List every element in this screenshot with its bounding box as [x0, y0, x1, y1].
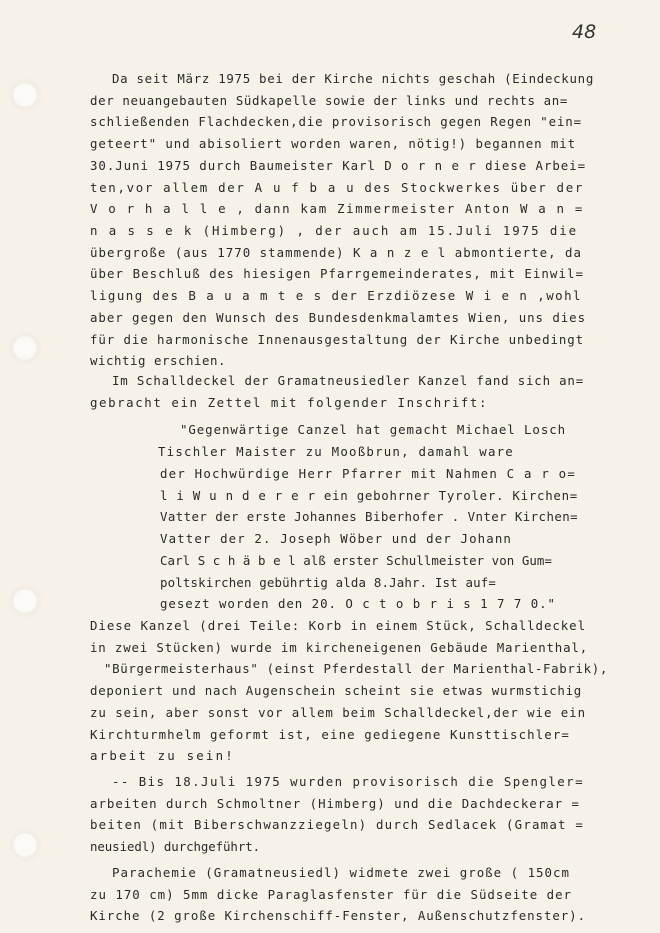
text-line: beiten (mit Biberschwanzziegeln) durch Sedlacek (Gramat =	[90, 817, 584, 833]
text-line: über Beschluß des hiesigen Pfarrgemeinderates, mit Einwil=	[90, 266, 584, 282]
text-line: Vatter der erste Johannes Biberhofer . Vnter Kirchen=	[160, 509, 578, 525]
page-number: 48	[572, 21, 597, 43]
text-line: der Hochwürdige Herr Pfarrer mit Nahmen C a r o=	[160, 465, 576, 481]
text-line: der neuangebauten Südkapelle sowie der links und rechts an=	[90, 92, 568, 108]
text-line: 30.Juni 1975 durch Baumeister Karl D o r n e r diese Arbei=	[90, 157, 586, 173]
text-line: für die harmonische Innenausgestaltung der Kirche unbedingt	[90, 331, 584, 347]
text-line: geteert" und abisoliert worden waren, nötig!) begannen mit	[90, 136, 576, 152]
text-line: Kirche (2 große Kirchenschiff-Fenster, Außenschutzfenster).	[90, 908, 586, 924]
text-line: Carl S c h ä b e l alß erster Schullmeister von Gum=	[160, 552, 552, 568]
text-line: aber gegen den Wunsch des Bundesdenkmalamtes Wien, uns dies	[90, 309, 586, 325]
text-line: übergroße (aus 1770 stammende) K a n z e l abmontierte, da	[90, 244, 582, 260]
text-line: Kirchturmhelm geformt ist, eine gediegene Kunsttischler=	[90, 726, 570, 742]
punch-hole	[12, 832, 38, 858]
text-line: -- Bis 18.Juli 1975 wurden provisorisch die Spengler=	[112, 773, 584, 789]
punch-hole	[12, 335, 38, 361]
text-line: zu sein, aber sonst vor allem beim Schalldeckel,der wie ein	[90, 704, 586, 720]
text-line: Vatter der 2. Joseph Wöber und der Johann	[160, 531, 512, 547]
text-line: zu 170 cm) 5mm dicke Paraglasfenster für die Südseite der	[90, 886, 572, 902]
text-line: "Bürgermeisterhaus" (einst Pferdestall der Marienthal-Fabrik),	[104, 661, 608, 677]
text-line: arbeiten durch Schmoltner (Himberg) und die Dachdeckerar =	[90, 795, 580, 811]
text-line: schließenden Flachdecken,die provisorisch gegen Regen "ein=	[90, 114, 582, 130]
text-line: Da seit März 1975 bei der Kirche nichts geschah (Eindeckung	[112, 70, 594, 86]
text-line: deponiert und nach Augenschein scheint sie etwas wurmstichig	[90, 683, 582, 699]
text-line: gesezt worden den 20. O c t o b r i s 1 7 7 0."	[160, 596, 556, 612]
text-line: Im Schalldeckel der Gramatneusiedler Kanzel fand sich an=	[112, 373, 584, 389]
text-line: ligung des B a u a m t e s der Erzdiözese W i e n ,wohl	[90, 288, 582, 304]
text-line: gebracht ein Zettel mit folgender Inschrift:	[90, 394, 488, 410]
text-line: V o r h a l l e , dann kam Zimmermeister Anton W a n =	[90, 201, 584, 217]
text-line: arbeit zu sein!	[90, 748, 235, 764]
text-line: Tischler Maister zu Mooßbrun, damahl ware	[158, 444, 514, 460]
text-line: "Gegenwärtige Canzel hat gemacht Michael Losch	[180, 422, 566, 438]
text-line: ten,vor allem der A u f b a u des Stockwerkes über der	[90, 179, 584, 195]
text-line: poltskirchen gebührtig alda 8.Jahr. Ist auf=	[160, 574, 496, 590]
text-line: l i W u n d e r e r ein gebohrner Tyroler. Kirchen=	[160, 487, 578, 503]
text-line: in zwei Stücken) wurde im kircheneigenen Gebäude Marienthal,	[90, 639, 588, 655]
text-line: n a s s e k (Himberg) , der auch am 15.Juli 1975 die	[90, 223, 578, 239]
text-line: neusiedl) durchgeführt.	[90, 839, 260, 855]
text-line: Diese Kanzel (drei Teile: Korb in einem Stück, Schalldeckel	[90, 617, 586, 633]
text-line: wichtig erschien.	[90, 353, 226, 369]
punch-hole	[12, 588, 38, 614]
text-line: Parachemie (Gramatneusiedl) widmete zwei große ( 150cm	[112, 864, 570, 880]
punch-hole	[12, 82, 38, 108]
